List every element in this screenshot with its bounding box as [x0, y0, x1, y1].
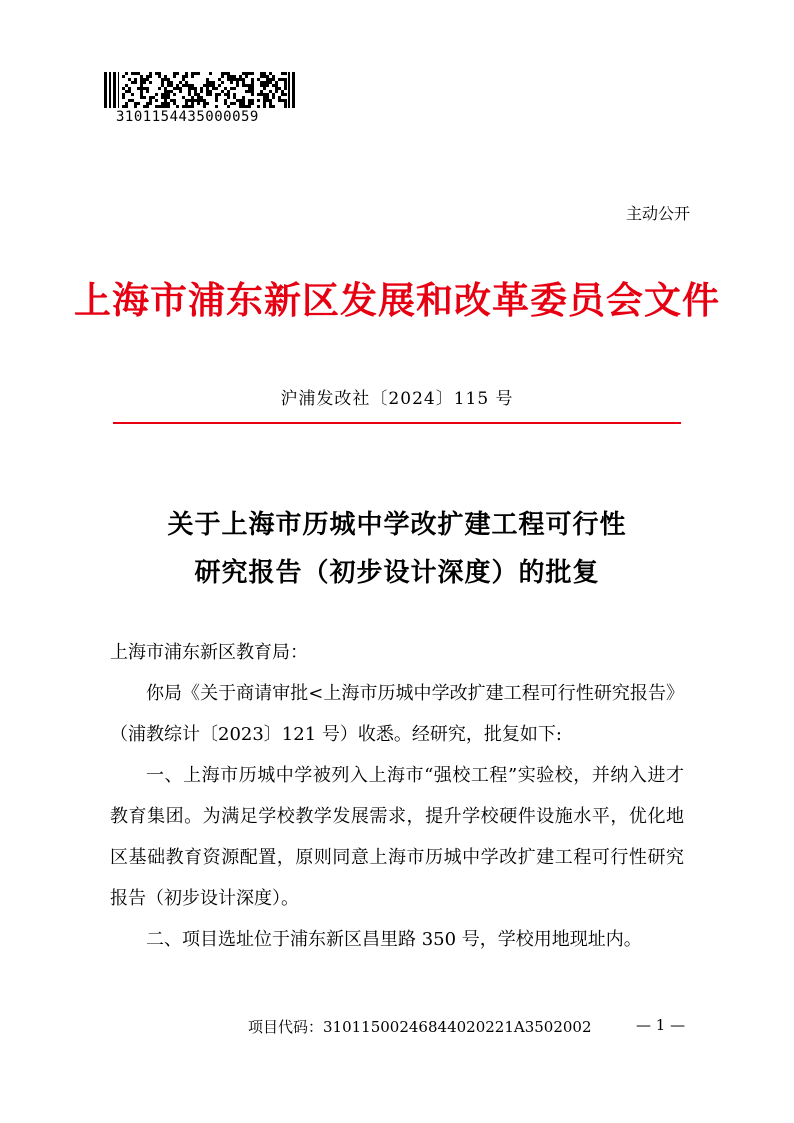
addressee: 上海市浦东新区教育局： [110, 642, 308, 663]
barcode-number: 3101154435000059 [116, 109, 259, 125]
title-line-2: 研究报告（初步设计深度）的批复 [194, 558, 600, 588]
page-number: — 1 — [636, 1016, 686, 1034]
red-divider [113, 422, 681, 424]
paragraph-item-1: 一、上海市历城中学被列入上海市“强校工程”实验校，并纳入进才教育集团。为满足学校教学发展需求，提升学校硬件设施水平，优化地区基础教育资源配置，原则同意上海市历城中学改扩建工程可行性研究报告（初步设计深度）。 [110, 765, 684, 909]
document-header: 上海市浦东新区发展和改革委员会文件 [74, 278, 720, 322]
title-line-1: 关于上海市历城中学改扩建工程可行性 [167, 510, 627, 540]
paragraph-intro: 你局《关于商请审批<上海市历城中学改扩建工程可行性研究报告》（浦教综计〔2023〕121 号）收悉。经研究，批复如下: [110, 683, 684, 745]
document-number: 沪浦发改社〔2024〕115 号 [280, 389, 514, 409]
publicity-label: 主动公开 [625, 204, 690, 223]
paragraph-item-2: 二、项目选址位于浦东新区昌里路 350 号，学校用地现址内。 [146, 929, 642, 950]
project-code: 项目代码：31011500246844020221A3502002 [248, 1018, 592, 1036]
barcode-image [104, 72, 296, 108]
